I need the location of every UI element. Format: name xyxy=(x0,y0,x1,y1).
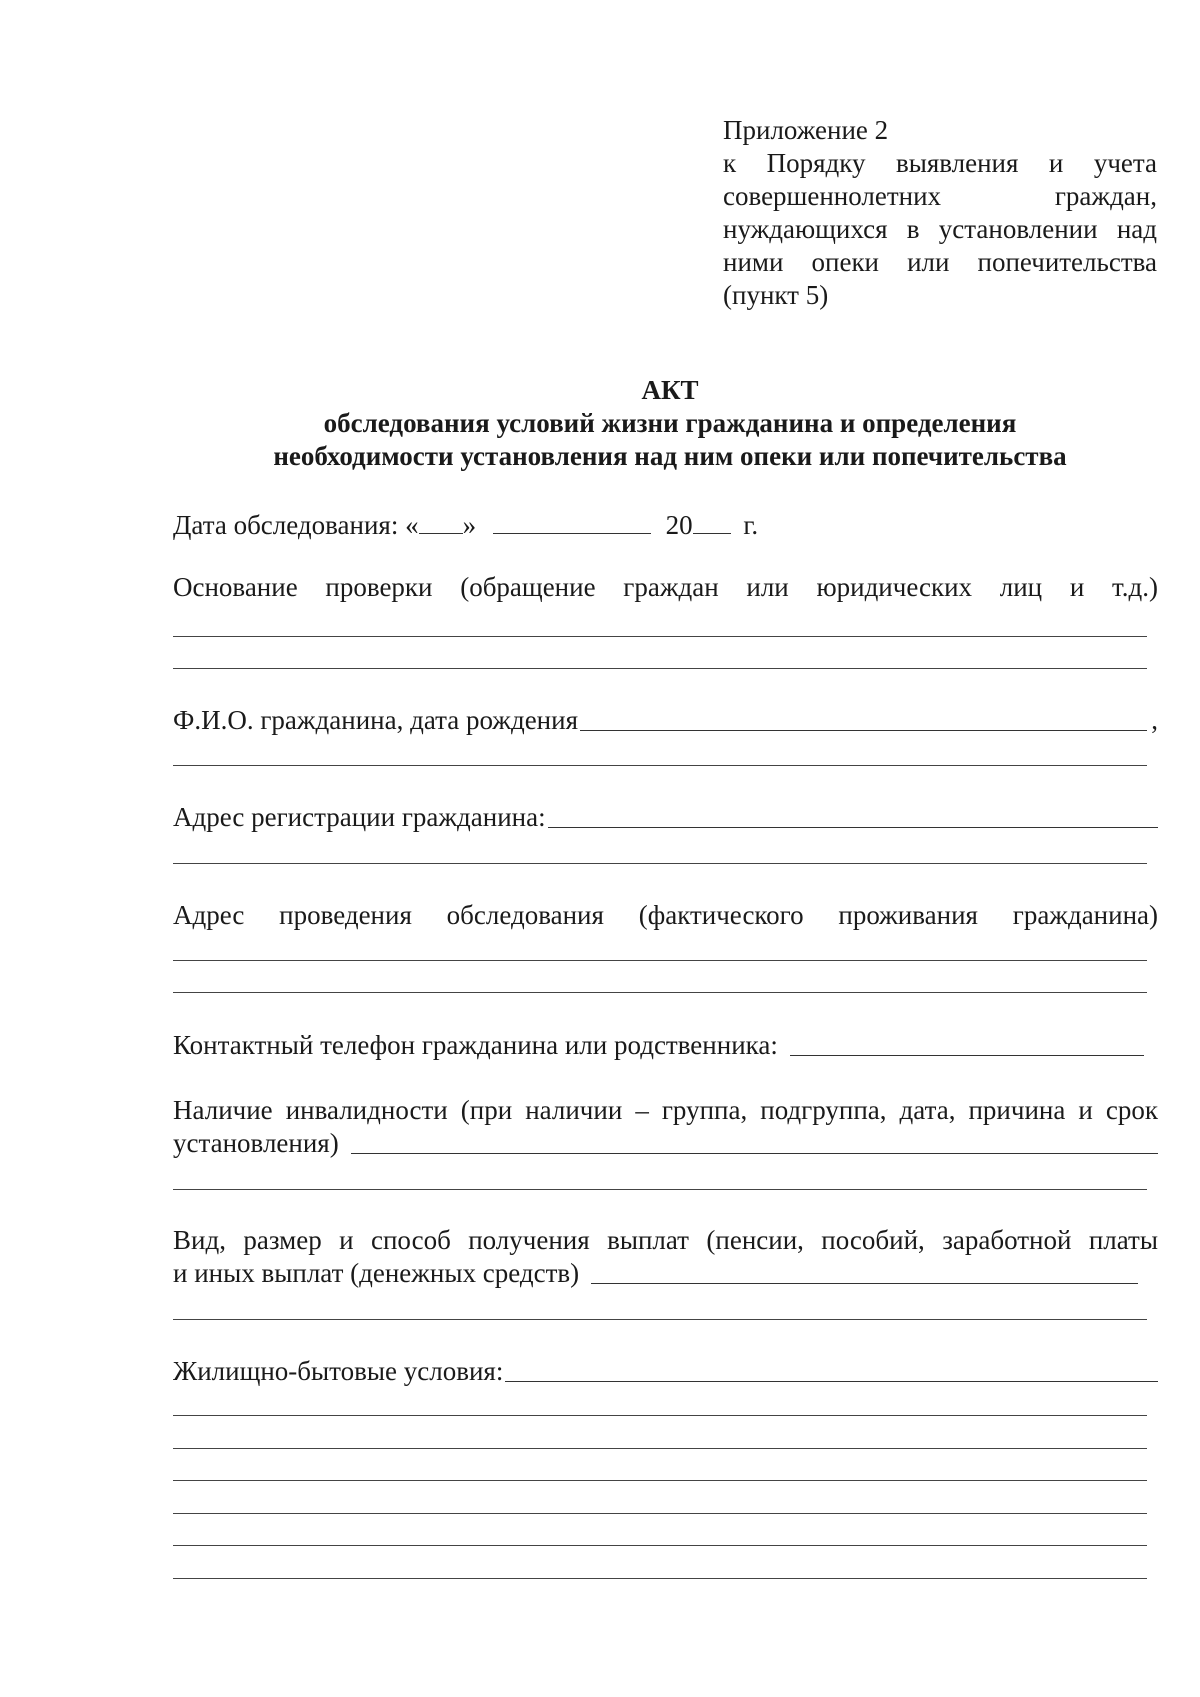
day-field[interactable] xyxy=(419,509,463,534)
appendix-line: (пункт 5) xyxy=(723,280,829,310)
reg-address-field-line[interactable] xyxy=(173,863,1147,864)
payments-label: Вид, размер и способ получения выплат (пенсии, пособий, заработной платы xyxy=(173,1225,1158,1255)
reg-address-row xyxy=(173,801,1158,834)
year-suffix: г. xyxy=(743,510,759,540)
living-field[interactable] xyxy=(505,1355,1158,1382)
fio-comma: , xyxy=(1151,705,1158,735)
disability-row xyxy=(173,1127,1158,1160)
living-field-line[interactable] xyxy=(173,1578,1147,1579)
disability-label-cont: установления) xyxy=(173,1128,339,1158)
living-field-line[interactable] xyxy=(173,1448,1147,1449)
appendix-title: Приложение 2 xyxy=(723,115,889,145)
payments-field-line[interactable] xyxy=(173,1319,1147,1320)
living-field-line[interactable] xyxy=(173,1480,1147,1481)
year-field[interactable] xyxy=(693,509,731,534)
fio-label: Ф.И.О. гражданина, дата рождения xyxy=(173,705,578,735)
survey-date-row xyxy=(173,509,758,542)
survey-address-field-line[interactable] xyxy=(173,960,1147,961)
survey-address-field-line[interactable] xyxy=(173,992,1147,993)
survey-date-label: Дата обследования: « xyxy=(173,510,419,540)
disability-field-line[interactable] xyxy=(173,1189,1147,1190)
living-field-line[interactable] xyxy=(173,1415,1147,1416)
title-subtitle-line: обследования условий жизни гражданина и определения xyxy=(323,408,1017,438)
appendix-line: нуждающихся в установлении над xyxy=(723,214,1157,244)
living-field-line[interactable] xyxy=(173,1513,1147,1514)
basis-field-line[interactable] xyxy=(173,636,1147,637)
payments-label-cont: и иных выплат (денежных средств) xyxy=(173,1258,580,1288)
year-prefix: 20 xyxy=(665,510,693,540)
title-heading: АКТ xyxy=(641,375,699,405)
fio-field[interactable] xyxy=(580,704,1147,731)
appendix-line: совершеннолетних граждан, xyxy=(723,181,1157,211)
phone-row xyxy=(173,1029,1158,1062)
basis-field-line[interactable] xyxy=(173,668,1147,669)
payments-row xyxy=(173,1257,1158,1290)
appendix-note xyxy=(723,114,1157,312)
living-label: Жилищно-бытовые условия: xyxy=(173,1356,504,1386)
phone-field[interactable] xyxy=(790,1029,1144,1056)
date-close-quote: » xyxy=(462,510,477,540)
phone-label: Контактный телефон гражданина или родственника: xyxy=(173,1030,778,1060)
disability-field[interactable] xyxy=(351,1127,1158,1154)
survey-address-label: Адрес проведения обследования (фактического проживания гражданина) xyxy=(173,900,1158,930)
appendix-line: ними опеки или попечительства xyxy=(723,247,1157,277)
reg-address-field[interactable] xyxy=(548,801,1158,828)
title-subtitle-line: необходимости установления над ним опеки или попечительства xyxy=(273,441,1067,471)
disability-label: Наличие инвалидности (при наличии – группа, подгруппа, дата, причина и срок xyxy=(173,1095,1158,1125)
fio-row xyxy=(173,704,1158,737)
reg-address-label: Адрес регистрации гражданина: xyxy=(173,802,546,832)
appendix-line: к Порядку выявления и учета xyxy=(723,148,1157,178)
living-row xyxy=(173,1355,1158,1388)
payments-field[interactable] xyxy=(591,1257,1138,1284)
document-title xyxy=(170,374,1170,473)
fio-field-line[interactable] xyxy=(173,765,1147,766)
month-field[interactable] xyxy=(493,509,651,534)
basis-label: Основание проверки (обращение граждан или юридических лиц и т.д.) xyxy=(173,572,1158,602)
living-field-line[interactable] xyxy=(173,1545,1147,1546)
